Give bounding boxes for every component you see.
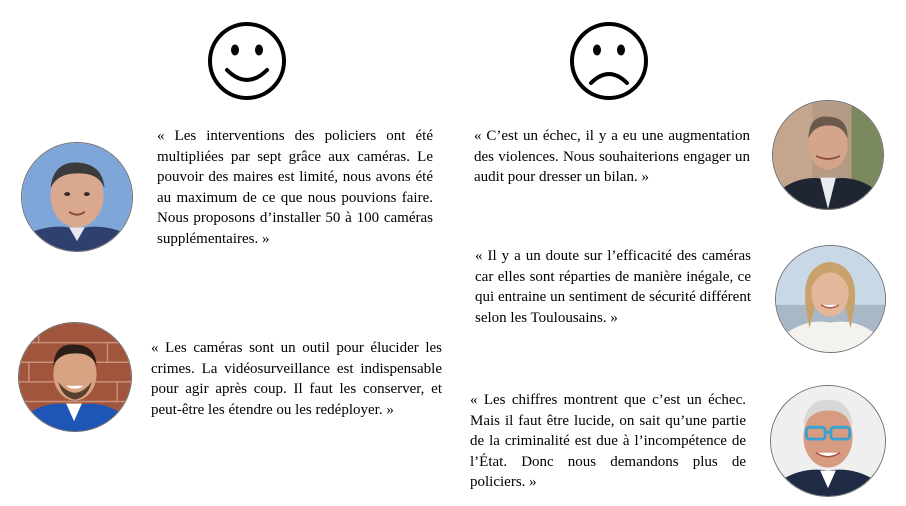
- avatar-speaker-left-bottom: [18, 322, 132, 432]
- quote-left-top: « Les interventions des policiers ont été multipliées par sept grâce aux caméras. Le pouvoir des maires est limité, nous avons été au maximum de ce que nous pouvions faire. Nous proposons d’installer 50 à 100 caméras supplémentaires. »: [157, 128, 433, 247]
- avatar-speaker-right-bottom: [770, 385, 886, 497]
- quote-left-bottom: « Les caméras sont un outil pour élucider les crimes. La vidéosurveillance est indispensable pour agir après coup. Il faut les conserver, et peut-être les étendre ou les redéployer. »: [151, 340, 442, 418]
- sad-face-icon: [568, 20, 650, 102]
- quote-right-top: « C’est un échec, il y a eu une augmentation des violences. Nous souhaiterions engager un audit pour dresser un bilan. »: [474, 128, 750, 186]
- avatar-speaker-right-top: [772, 100, 884, 210]
- quote-right-middle: « Il y a un doute sur l’efficacité des caméras car elles sont réparties de manière inégale, ce qui entraine un sentiment de sécurité différent selon les Toulousains. »: [475, 248, 751, 326]
- quote-right-bottom: « Les chiffres montrent que c’est un échec. Mais il faut être lucide, on sait qu’une partie de la criminalité est due à l’incompétence de l’État. Donc nous demandons plus de policiers. »: [470, 392, 746, 491]
- happy-face-icon: [206, 20, 288, 102]
- avatar-speaker-right-middle: [775, 245, 886, 353]
- avatar-speaker-left-top: [21, 142, 133, 252]
